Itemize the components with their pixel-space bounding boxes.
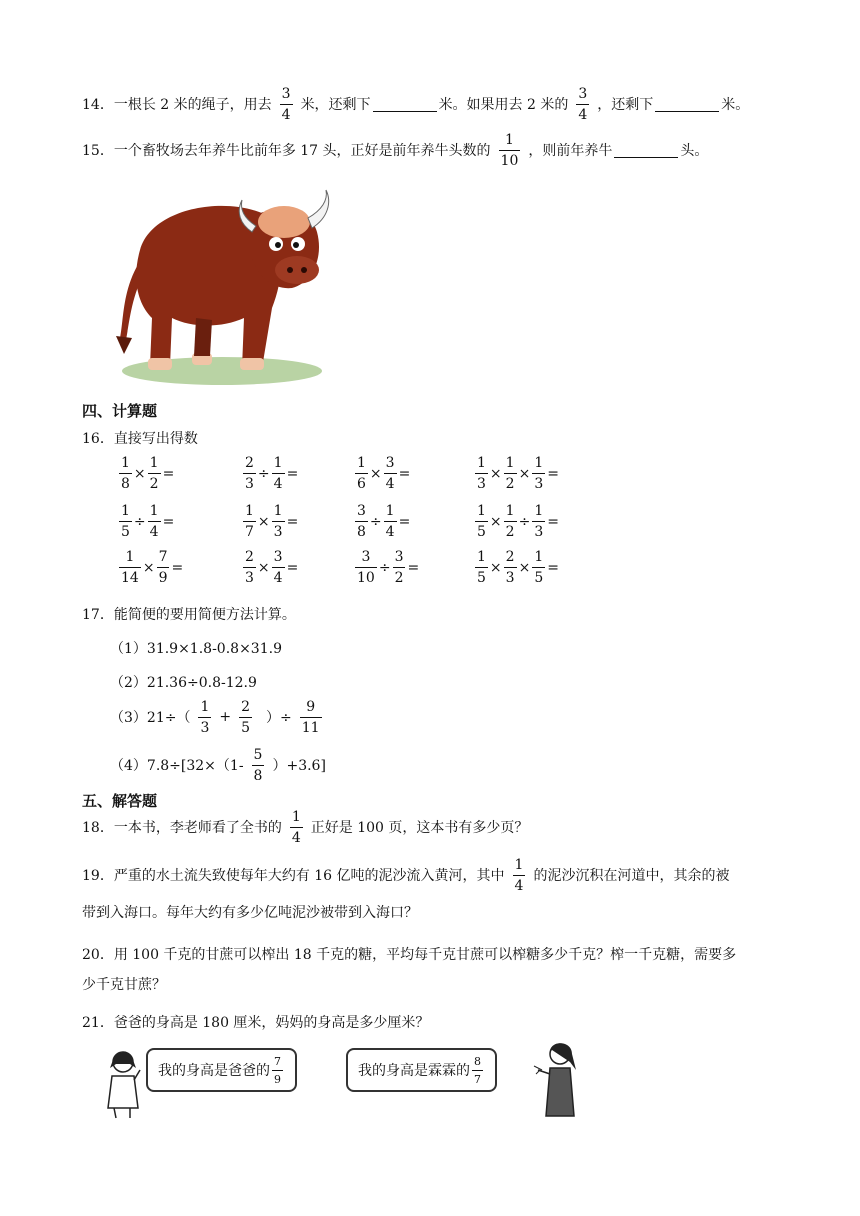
operator: ÷ [518,513,531,530]
operator: × [257,559,270,576]
fraction: $\frac{1}{10}$ [500,131,519,169]
fraction: $\frac{1}{2}$ [505,503,515,540]
fraction: $\frac{1}{4}$ [273,455,283,492]
question-18: 18．一本书，李老师看了全书的 $\frac{1}{4}$ 正好是 100 页，这本书有多少页？ [82,808,529,846]
mother-figure [530,1040,590,1120]
calc-expression [354,550,420,585]
fraction: $\frac{3}{4}$ [385,455,395,492]
calc-expression [118,550,184,585]
calc-item-2: （2）21.36÷0.8-12.9 [110,675,257,691]
operator: = [398,513,411,530]
calc-expression [474,550,560,585]
operator: × [257,513,270,530]
question-19-cont: 带到入海口。每年大约有多少亿吨泥沙被带到入海口？ [82,905,418,921]
answer-blank[interactable] [655,97,719,112]
fraction: $\frac{1}{7}$ [245,503,254,540]
operator: = [547,559,559,576]
fraction: $\frac{3}{4}$ [273,549,283,586]
fraction: $\frac{3}{2}$ [394,549,404,586]
answer-blank[interactable] [614,143,678,158]
operator: = [171,559,184,576]
calc-expression [354,504,411,539]
operator: × [142,559,155,576]
calc-expression [242,456,299,491]
question-21: 21．爸爸的身高是 180 厘米，妈妈的身高是多少厘米？ [82,1015,430,1031]
fraction: $\frac{3}{4}$ [578,85,588,123]
girl-figure [100,1048,146,1120]
operator: × [489,465,502,482]
fraction: $\frac{5}{8}$ [253,746,263,784]
fraction: $\frac{7}{9}$ [274,1054,281,1086]
fraction: $\frac{1}{5}$ [534,549,544,586]
fraction: $\frac{2}{5}$ [241,698,251,736]
bull-illustration [112,188,334,388]
operator: ÷ [257,465,270,482]
operator: × [133,465,146,482]
answer-blank[interactable] [373,97,437,112]
question-20: 20．用 100 千克的甘蔗可以榨出 18 千克的糖，平均每千克甘蔗可以榨糖多少千克？榨一千克糖，需要多 [82,947,737,963]
question-20-cont: 少千克甘蔗？ [82,977,166,993]
question-17-title: 17．能简便的要用简便方法计算。 [82,607,296,623]
fraction: $\frac{7}{9}$ [158,549,168,586]
calc-expression [118,504,175,539]
calc-expression [118,456,175,491]
question-14: 14． 一根长 2 米的绳子，用去 $\frac{3}{4}$ 米，还剩下 米。如果用去 2 米的 $\frac{3}{4}$ ，还剩下 米。 [82,85,750,123]
fraction: $\frac{1}{14}$ [121,549,139,586]
fraction: $\frac{1}{4}$ [149,503,159,540]
operator: × [518,465,531,482]
fraction: $\frac{2}{3}$ [245,455,254,492]
operator: ÷ [133,513,146,530]
fraction: $\frac{1}{6}$ [357,455,366,492]
calc-item-3: （3）21÷（ $\frac{1}{3}$ + $\frac{2}{5}$ ）÷ $\frac{9}{11}$ [110,698,320,736]
operator: = [407,559,420,576]
fraction: $\frac{1}{3}$ [534,503,544,540]
fraction: $\frac{2}{3}$ [505,549,515,586]
calc-expression [242,504,299,539]
calc-item-1: （1）31.9×1.8-0.8×31.9 [110,641,282,657]
fraction: $\frac{1}{8}$ [121,455,130,492]
question-15: 15． 一个畜牧场去年养牛比前年多 17 头，正好是前年养牛头数的 $\frac{1}{10}$ ，则前年养牛 头。 [82,131,709,169]
calc-item-4: （4）7.8÷[32×（1- $\frac{5}{8}$ ）+3.6] [110,746,326,784]
operator: = [286,465,299,482]
fraction: $\frac{1}{5}$ [121,503,130,540]
operator: = [286,513,299,530]
fraction: $\frac{1}{3}$ [534,455,544,492]
operator: ÷ [378,559,391,576]
section-heading: 四、计算题 [82,402,158,420]
operator: = [547,465,559,482]
operator: × [489,513,502,530]
fraction: $\frac{3}{4}$ [281,85,291,123]
speech-bubble-girl: 我的身高是爸爸的 $\frac{7}{9}$ [146,1048,297,1092]
fraction: $\frac{1}{3}$ [477,455,486,492]
fraction: $\frac{1}{5}$ [477,549,486,586]
section-heading: 五、解答题 [82,792,158,810]
fraction: $\frac{1}{4}$ [291,808,301,846]
fraction: $\frac{8}{7}$ [474,1054,481,1086]
fraction: $\frac{1}{5}$ [477,503,486,540]
fraction: $\frac{1}{4}$ [385,503,395,540]
operator: × [518,559,531,576]
fraction: $\frac{3}{10}$ [357,549,375,586]
fraction: $\frac{1}{4}$ [514,856,524,894]
question-19: 19．严重的水土流失致使每年大约有 16 亿吨的泥沙流入黄河，其中 $\frac{1}{4}$ 的泥沙沉积在河道中，其余的被 [82,856,730,894]
calc-expression [474,456,560,491]
operator: = [547,513,559,530]
question-16-title: 16．直接写出得数 [82,431,198,447]
operator: × [369,465,382,482]
calc-expression [474,504,560,539]
fraction: $\frac{1}{2}$ [505,455,515,492]
fraction: $\frac{3}{8}$ [357,503,366,540]
operator: = [398,465,411,482]
operator: = [162,465,175,482]
speech-bubble-mother: 我的身高是霖霖的 $\frac{8}{7}$ [346,1048,497,1092]
operator: = [286,559,299,576]
operator: = [162,513,175,530]
calc-expression [354,456,411,491]
fraction: $\frac{2}{3}$ [245,549,254,586]
operator: × [489,559,502,576]
calc-expression [242,550,299,585]
fraction: $\frac{1}{3}$ [273,503,283,540]
fraction: $\frac{1}{2}$ [149,455,159,492]
fraction: $\frac{1}{3}$ [200,698,210,736]
operator: ÷ [369,513,382,530]
fraction: $\frac{9}{11}$ [301,698,320,736]
